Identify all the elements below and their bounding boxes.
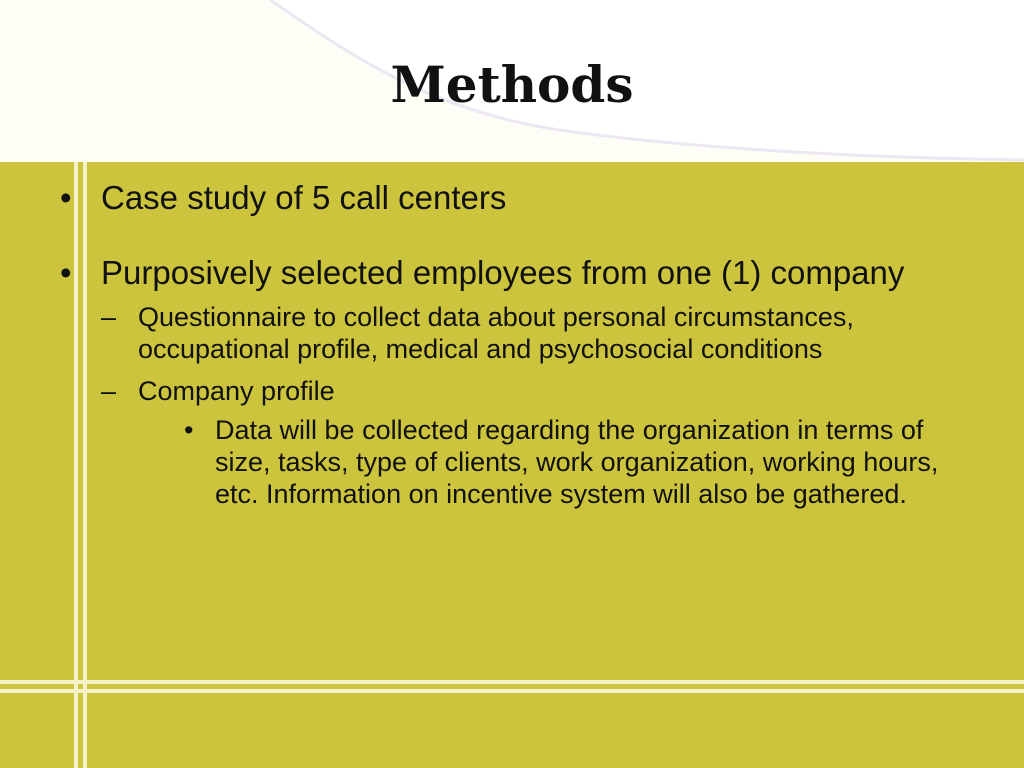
dash-marker: –: [101, 302, 117, 332]
bullet-list: [54, 180, 964, 510]
bullet-text: Purposively selected employees from one (1) company: [101, 254, 905, 291]
sub-sub-bullet-text: Data will be collected regarding the organization in terms of size, tasks, type of clients, work organization, working hours, etc. Information on incentive system will also be gathered.: [215, 415, 939, 509]
sub-bullet-text: Questionnaire to collect data about personal circumstances, occupational profile, medical and psychosocial conditions: [138, 302, 854, 364]
sub-bullet-company-profile: [101, 375, 964, 407]
bullet-item-employees: [54, 255, 964, 291]
bullet-marker: •: [184, 415, 194, 445]
sub-bullet-text: Company profile: [138, 376, 335, 406]
bullet-marker: •: [60, 254, 72, 291]
bullet-marker: •: [60, 179, 72, 216]
bullet-text: Case study of 5 call centers: [101, 179, 507, 216]
horizontal-accent-lines: [0, 680, 1024, 693]
sub-bullet-questionnaire: [101, 301, 964, 365]
sub-sub-bullet-data-collection: [178, 414, 964, 510]
bullet-item-case-study: [54, 180, 964, 216]
slide-title: Methods: [390, 55, 634, 114]
dash-marker: –: [101, 376, 117, 406]
